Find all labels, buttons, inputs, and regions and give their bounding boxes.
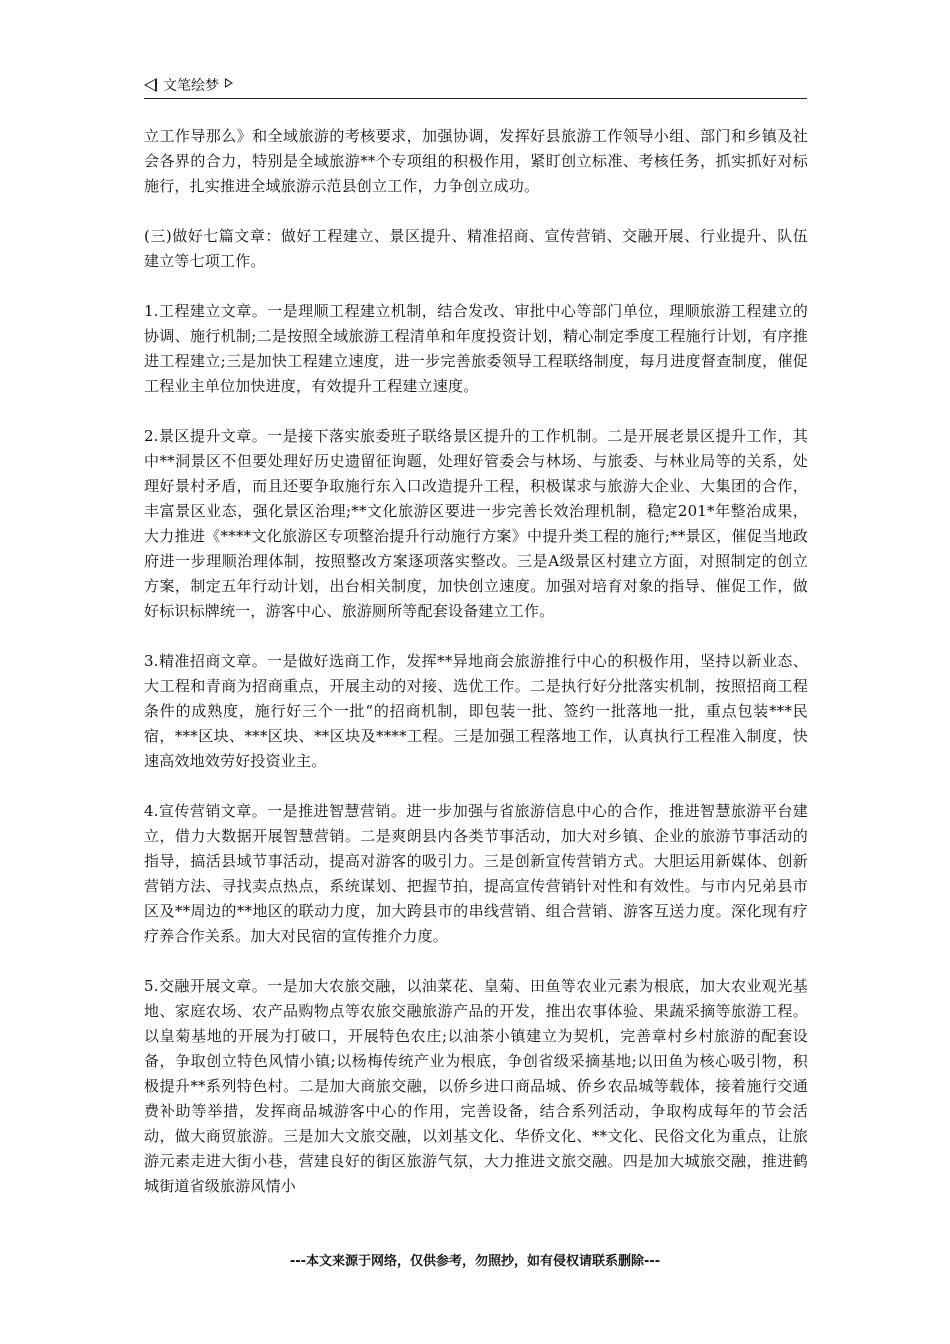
back-arrow-icon — [144, 78, 157, 92]
paragraph: (三)做好七篇文章：做好工程建立、景区提升、精准招商、宣传营销、交融开展、行业提升、队伍建立等七项工作。 — [144, 227, 808, 270]
page-header — [144, 72, 807, 99]
paragraph: 2.景区提升文章。一是接下落实旅委班子联络景区提升的工作机制。二是开展老景区提升工作，其中**洞景区不但要处理好历史遗留征询题，处理好管委会与林场、与旅委、与林业局等的关系，处理好景村矛盾，而且还要争取施行东入口改造提升工程，积极谋求与旅游大企业、大集团的合作，丰富景区业态，强化景区治理;**文化旅游区要进一步完善长效治理机制，稳定201*年整治成果，大力推进《****文化旅游区专项整治提升行动施行方案》中提升类工程的施行;**景区，催促当地政府进一步理顺治理体制，按照整改方案逐项落实整改。三是A级景区村建立方面，对照制定的创立方案，制定五年行动计划，出台相关制度，加快创立速度。加强对培育对象的指导、催促工作，做好标识标牌统一，游客中心、旅游厕所等配套设备建立工作。 — [144, 427, 808, 620]
document-body — [144, 124, 808, 1224]
paragraph: 1.工程建立文章。一是理顺工程建立机制，结合发改、审批中心等部门单位，理顺旅游工程建立的协调、施行机制;二是按照全域旅游工程清单和年度投资计划，精心制定季度工程施行计划，有序推进工程建立;三是加快工程建立速度，进一步完善旅委领导工程联络制度，每月进度督查制度，催促工程业主单位加快进度，有效提升工程建立速度。 — [144, 302, 808, 395]
paragraph: 立工作导那么》和全域旅游的考核要求，加强协调，发挥好县旅游工作领导小组、部门和乡镇及社会各界的合力，特别是全域旅游**个专项组的积极作用，紧盯创立标准、考核任务，抓实抓好对标施行，扎实推进全域旅游示范县创立工作，力争创立成功。 — [144, 127, 808, 195]
paragraph: 4.宣传营销文章。一是推进智慧营销。进一步加强与省旅游信息中心的合作，推进智慧旅游平台建立，借力大数据开展智慧营销。二是爽朗县内各类节事活动，加大对乡镇、企业的旅游节事活动的指导，搞活县域节事活动，提高对游客的吸引力。三是创新宣传营销方式。大胆运用新媒体、创新营销方法、寻找卖点热点，系统谋划、把握节拍，提高宣传营销针对性和有效性。与市内兄弟县市区及**周边的**地区的联动力度，加大跨县市的串线营销、组合营销、游客互送力度。深化现有疗疗养合作关系。加大对民宿的宣传推介力度。 — [144, 802, 808, 945]
play-triangle-icon — [225, 78, 233, 88]
page-footer-disclaimer: ---本文来源于网络，仅供参考，勿照抄，如有侵权请联系删除--- — [289, 1254, 661, 1269]
paragraph: 5.交融开展文章。一是加大农旅交融，以油菜花、皇菊、田鱼等农业元素为根底，加大农业观光基地、家庭农场、农产品购物点等农旅交融旅游产品的开发，推出农事体验、果蔬采摘等旅游工程。以皇菊基地的开展为打破口，开展特色农庄;以油茶小镇建立为契机，完善章村乡村旅游的配套设备，争取创立特色风情小镇;以杨梅传统产业为根底，争创省级采摘基地;以田鱼为核心吸引物，积极提升**系列特色村。二是加大商旅交融，以侨乡进口商品城、侨乡农品城等载体，接着施行交通费补助等举措，发挥商品城游客中心的作用，完善设备，结合系列活动，争取构成每年的节会活动，做大商贸旅游。三是加大文旅交融，以刘基文化、华侨文化、**文化、民俗文化为重点，让旅游元素走进大街小巷，营建良好的街区旅游气氛，大力推进文旅交融。四是加大城旅交融，推进鹤城街道省级旅游风情小 — [144, 977, 808, 1195]
paragraph: 3.精准招商文章。一是做好选商工作，发挥**异地商会旅游推行中心的积极作用，坚持以新业态、大工程和青商为招商重点，开展主动的对接、选优工作。二是执行好分批落实机制，按照招商工程条件的成熟度，施行好三个一批“的招商机制，即包装一批、签约一批落地一批，重点包装***民宿，***区块、***区块、**区块及****工程。三是加强工程落地工作，认真执行工程准入制度，快速高效地效劳好投资业主。 — [144, 652, 808, 770]
header-brand: 文笔绘梦 — [163, 78, 219, 94]
